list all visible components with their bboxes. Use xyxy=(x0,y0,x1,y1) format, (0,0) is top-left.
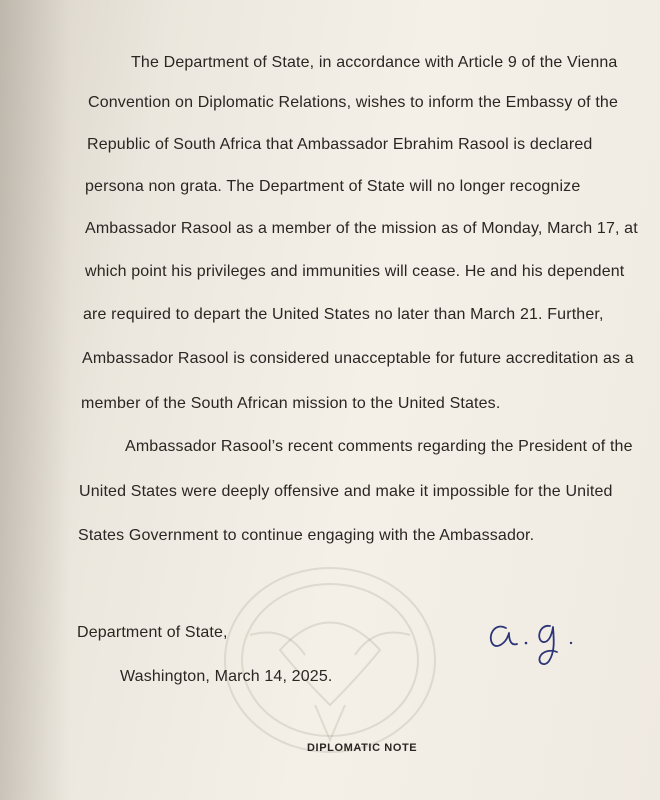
place-date-text: Washington, March 14, 2025. xyxy=(120,668,333,685)
handwritten-initials-signature xyxy=(484,606,584,668)
paragraph-line: Convention on Diplomatic Relations, wishes to inform the Embassy of the xyxy=(88,94,619,111)
page-shadow xyxy=(0,0,70,800)
paragraph-line: are required to depart the United States no later than March 21. Further, xyxy=(83,306,604,323)
diplomatic-note-label: DIPLOMATIC NOTE xyxy=(307,742,418,754)
paragraph-line: The Department of State, in accordance with Article 9 of the Vienna xyxy=(131,54,618,71)
paragraph-line: Ambassador Rasool is considered unacceptable for future accreditation as a xyxy=(82,350,634,367)
paragraph-line: United States were deeply offensive and make it impossible for the United xyxy=(79,483,613,500)
paragraph-line: States Government to continue engaging with the Ambassador. xyxy=(78,527,535,544)
paragraph-line: which point his privileges and immunities will cease. He and his dependent xyxy=(85,263,625,280)
paragraph-line: Republic of South Africa that Ambassador Ebrahim Rasool is declared xyxy=(87,136,593,153)
paragraph-line: Ambassador Rasool as a member of the mission as of Monday, March 17, at xyxy=(85,220,638,237)
paragraph-line: persona non grata. The Department of State will no longer recognize xyxy=(85,178,581,195)
closing-text: Department of State, xyxy=(77,624,228,641)
paragraph-line: Ambassador Rasool’s recent comments regarding the President of the xyxy=(125,438,633,455)
paragraph-line: member of the South African mission to the United States. xyxy=(81,395,501,412)
embossed-seal-icon xyxy=(210,555,450,765)
